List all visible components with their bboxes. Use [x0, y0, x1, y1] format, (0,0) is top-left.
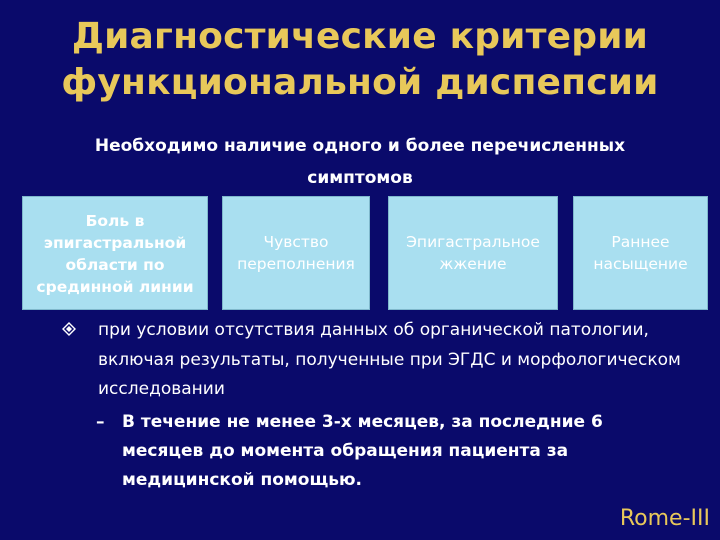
symptom-line: Раннее [611, 233, 670, 251]
symptom-box-early-satiety [573, 196, 708, 310]
slide-title [0, 14, 720, 106]
diamond-bullet-icon [62, 322, 76, 336]
symptom-line: насыщение [593, 255, 688, 273]
condition-text [98, 316, 708, 405]
symptom-line: эпигастральной [43, 234, 187, 252]
symptom-line: Чувство [263, 233, 329, 251]
condition-line: исследовании [98, 379, 225, 399]
subtitle [60, 130, 660, 194]
symptom-box-epigastric-pain [22, 196, 208, 310]
duration-line: месяцев до момента обращения пациента за [122, 441, 569, 461]
subtitle-line-2: симптомов [307, 168, 413, 188]
duration-line: медицинской помощью. [122, 470, 362, 490]
source-label: Rome-III [619, 506, 710, 531]
symptom-box-fullness [222, 196, 370, 310]
symptom-boxes [0, 196, 720, 310]
symptom-line: переполнения [237, 255, 355, 273]
symptom-line: жжение [439, 255, 507, 273]
title-line-2: функциональной диспепсии [61, 62, 659, 103]
title-line-1: Диагностические критерии [71, 16, 649, 57]
symptom-line: срединной линии [36, 278, 194, 296]
symptom-line: области по [65, 256, 165, 274]
condition-line: при условии отсутствия данных об органической патологии, [98, 320, 649, 340]
symptom-box-epigastric-burning [388, 196, 558, 310]
dash-bullet: – [96, 412, 105, 432]
duration-line: В течение не менее 3-х месяцев, за последние 6 [122, 412, 603, 432]
symptom-line: Боль в [85, 212, 145, 230]
condition-line: включая результаты, полученные при ЭГДС и морфологическом [98, 349, 681, 370]
subtitle-line-1: Необходимо наличие одного и более перечисленных [94, 136, 626, 156]
duration-text [122, 408, 662, 495]
symptom-line: Эпигастральное [406, 233, 540, 251]
